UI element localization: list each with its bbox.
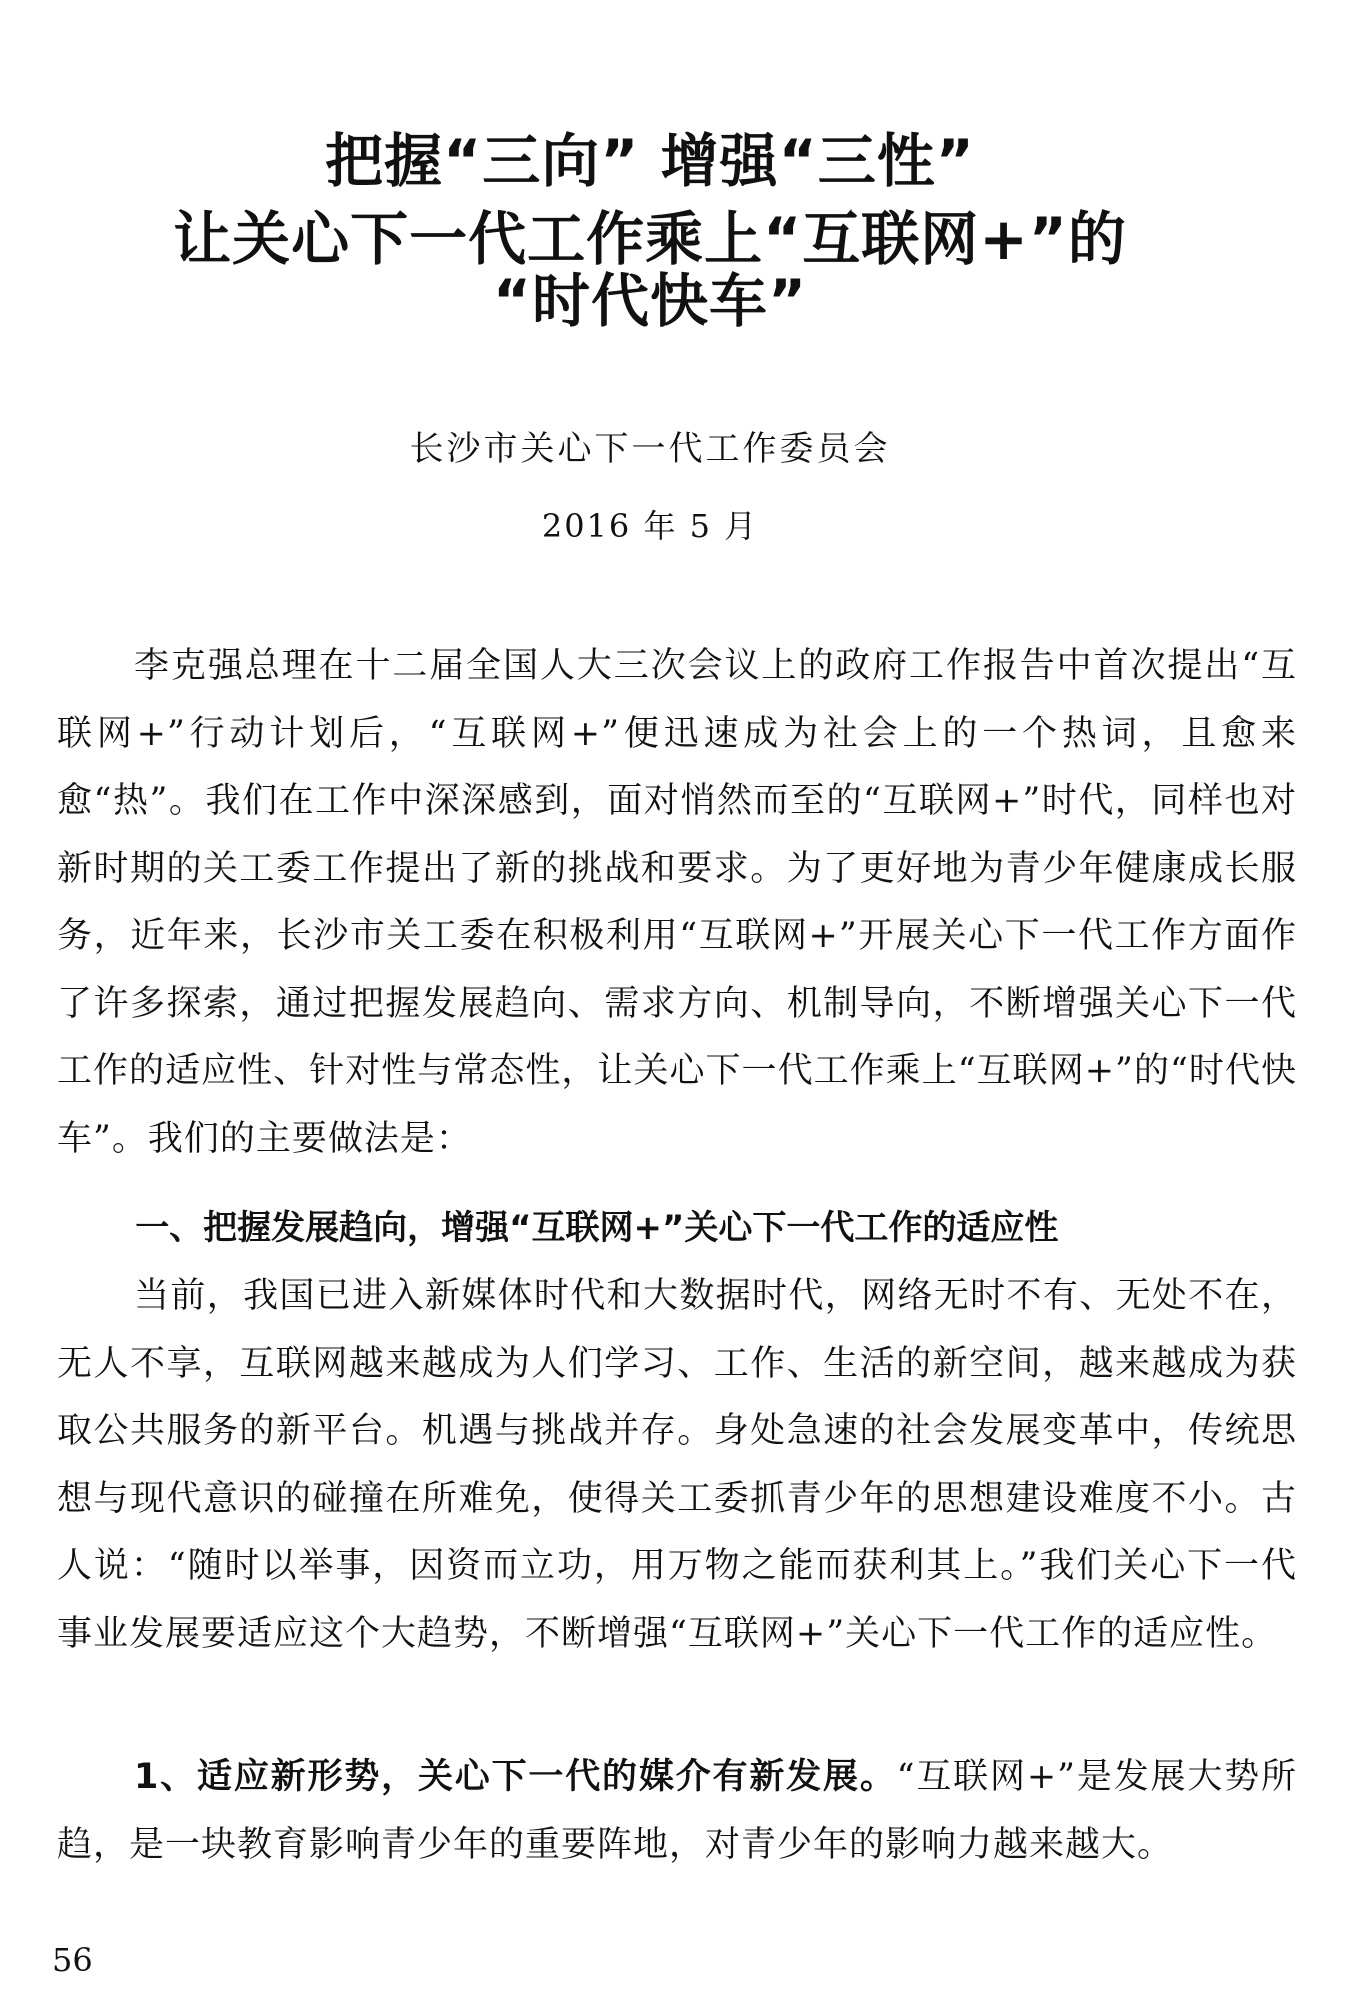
intro-paragraph: 李克强总理在十二届全国人大三次会议上的政府工作报告中首次提出“互联网+”行动计划后，“互联网+”便迅速成为社会上的一个热词，且愈来愈“热”。我们在工作中深深感到，面对悄然而至的“互联网+”时代，同样也对新时期的关工委工作提出了新的挑战和要求。为了更好地为青少年健康成长服务，近年来，长沙市关工委在积极利用“互联网+”开展关心下一代工作方面作了许多探索，通过把握发展趋向、需求方向、机制导向，不断增强关心下一代工作的适应性、针对性与常态性，让关心下一代工作乘上“互联网+”的“时代快车”。我们的主要做法是：	[57, 646, 1297, 1159]
intro-paragraph-block	[57, 633, 1297, 1173]
section-1-body-block	[57, 1263, 1297, 1668]
date: 2016 年 5 月	[541, 507, 759, 545]
item-1-paragraph	[57, 1744, 1297, 1879]
title-line-1: 把握“三向” 增强“三性”	[325, 127, 975, 195]
item-1-body: “互联网+”是发展大势所趋，是一块教育影响青少年的重要阵地，对青少年的影响力越来越大。	[57, 1757, 1297, 1865]
item-1-block	[57, 1744, 1297, 1879]
item-1-lead: 1、适应新形势，关心下一代的媒介有新发展。	[134, 1757, 897, 1797]
section-1-paragraph: 当前，我国已进入新媒体时代和大数据时代，网络无时不有、无处不在，无人不享，互联网越来越成为人们学习、工作、生活的新空间，越来越成为获取公共服务的新平台。机遇与挑战并存。身处急速的社会发展变革中，传统思想与现代意识的碰撞在所难免，使得关工委抓青少年的思想建设难度不小。古人说：“随时以举事，因资而立功，用万物之能而获利其上。”我们关心下一代事业发展要适应这个大趋势，不断增强“互联网+”关心下一代工作的适应性。	[57, 1276, 1297, 1654]
title-line-2: 让关心下一代工作乘上“互联网+”的	[173, 205, 1127, 273]
page-number: 56	[52, 1941, 93, 1979]
title-line-3: “时代快车”	[492, 267, 808, 335]
section-1-heading: 一、把握发展趋向，增强“互联网+”关心下一代工作的适应性	[135, 1208, 1059, 1248]
author: 长沙市关心下一代工作委员会	[409, 429, 891, 469]
